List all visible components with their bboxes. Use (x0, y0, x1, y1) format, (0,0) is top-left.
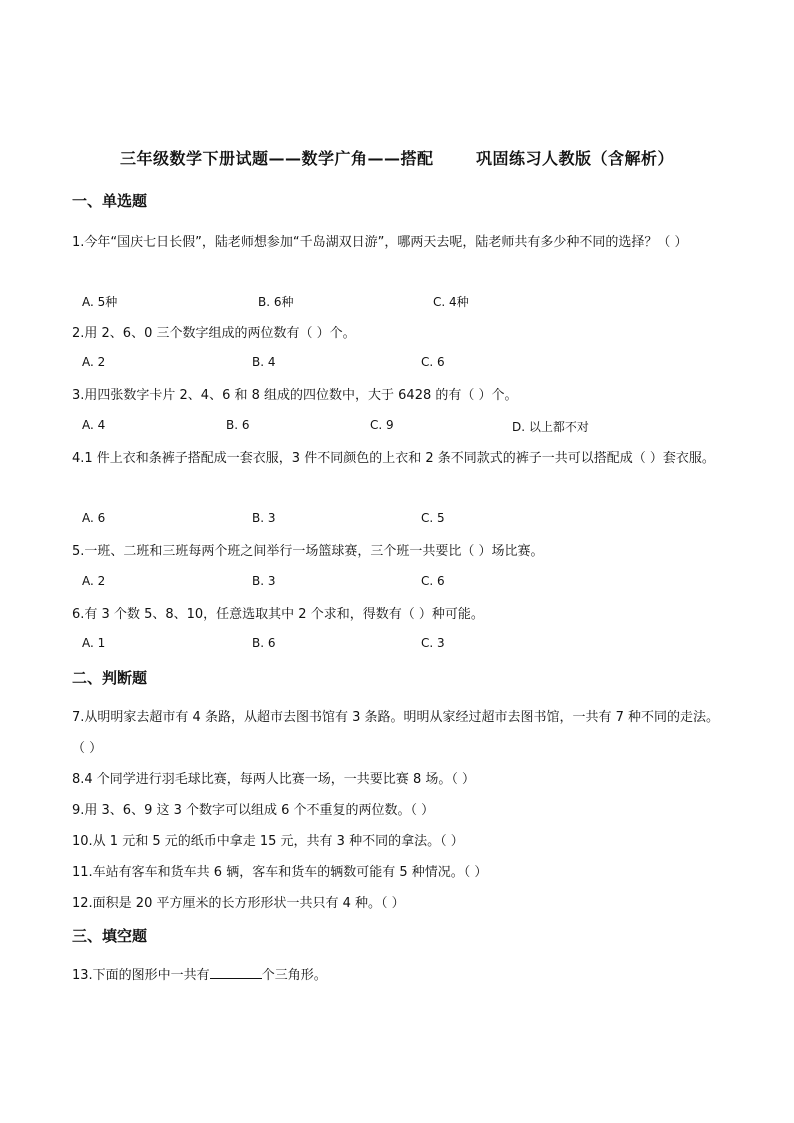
option-a: A. 6 (82, 511, 106, 525)
question-5: 5.一班、二班和三班每两个班之间举行一场篮球赛，三个班一共要比（ ）场比赛。 (72, 544, 544, 559)
option-b: B. 6 (252, 636, 276, 650)
option-c: C. 6 (421, 355, 445, 369)
option-b: B. 3 (252, 574, 276, 588)
option-a: A. 5种 (82, 295, 118, 309)
option-b: B. 6种 (258, 295, 294, 309)
option-a: A. 4 (82, 418, 106, 432)
option-b: B. 6 (226, 418, 250, 432)
question-6: 6.有 3 个数 5、8、10，任意选取其中 2 个求和，得数有（ ）种可能。 (72, 607, 484, 622)
question-2-options (82, 355, 722, 375)
question-8: 8.4 个同学进行羽毛球比赛，每两人比赛一场，一共要比赛 8 场。（ ） (72, 772, 475, 787)
option-b: B. 4 (252, 355, 276, 369)
question-11: 11.车站有客车和货车共 6 辆，客车和货车的辆数可能有 5 种情况。（ ） (72, 865, 488, 880)
question-6-options (82, 636, 722, 656)
question-13 (72, 960, 724, 991)
option-a: A. 2 (82, 355, 106, 369)
question-10: 10.从 1 元和 5 元的纸币中拿走 15 元，共有 3 种不同的拿法。（ ） (72, 834, 464, 849)
question-3: 3.用四张数字卡片 2、4、6 和 8 组成的四位数中，大于 6428 的有（ ）个。 (72, 388, 518, 403)
question-4-options (82, 511, 722, 531)
question-2: 2.用 2、6、0 三个数字组成的两位数有（ ）个。 (72, 326, 356, 341)
option-c: C. 3 (421, 636, 445, 650)
section-heading-single-choice: 一、单选题 (72, 192, 148, 210)
question-7: 7.从明明家去超市有 4 条路，从超市去图书馆有 3 条路。明明从家经过超市去图书馆，一共有 7 种不同的走法。（ ） (72, 710, 720, 756)
question-12: 12.面积是 20 平方厘米的长方形形状一共只有 4 种。（ ） (72, 896, 405, 911)
option-c: C. 6 (421, 574, 445, 588)
question-4: 4.1 件上衣和条裤子搭配成一套衣服，3 件不同颜色的上衣和 2 条不同款式的裤子一共可以搭配成（ ）套衣服。 (72, 451, 715, 466)
question-3-options (82, 418, 722, 438)
option-b: B. 3 (252, 511, 276, 525)
section-heading-true-false: 二、判断题 (72, 669, 148, 687)
document-title: 三年级数学下册试题——数学广角——搭配 巩固练习人教版（含解析） (120, 149, 674, 168)
option-d: D. 以上都不对 (512, 420, 589, 434)
option-a: A. 1 (82, 636, 106, 650)
question-5-options (82, 574, 722, 594)
question-1: 1.今年“国庆七日长假”，陆老师想参加“千岛湖双日游”，哪两天去呢，陆老师共有多少种不同的选择？（ ） (72, 235, 688, 250)
option-c: C. 9 (370, 418, 394, 432)
section-heading-fill-blank: 三、填空题 (72, 927, 148, 945)
question-9: 9.用 3、6、9 这 3 个数字可以组成 6 个不重复的两位数。（ ） (72, 803, 435, 818)
option-c: C. 4种 (433, 295, 469, 309)
question-13-text-after: 个三角形。 (261, 968, 327, 983)
option-c: C. 5 (421, 511, 445, 525)
question-1-options (82, 293, 722, 313)
option-a: A. 2 (82, 574, 106, 588)
answer-blank[interactable] (210, 966, 262, 979)
question-13-text-before: 13.下面的图形中一共有 (72, 968, 210, 983)
